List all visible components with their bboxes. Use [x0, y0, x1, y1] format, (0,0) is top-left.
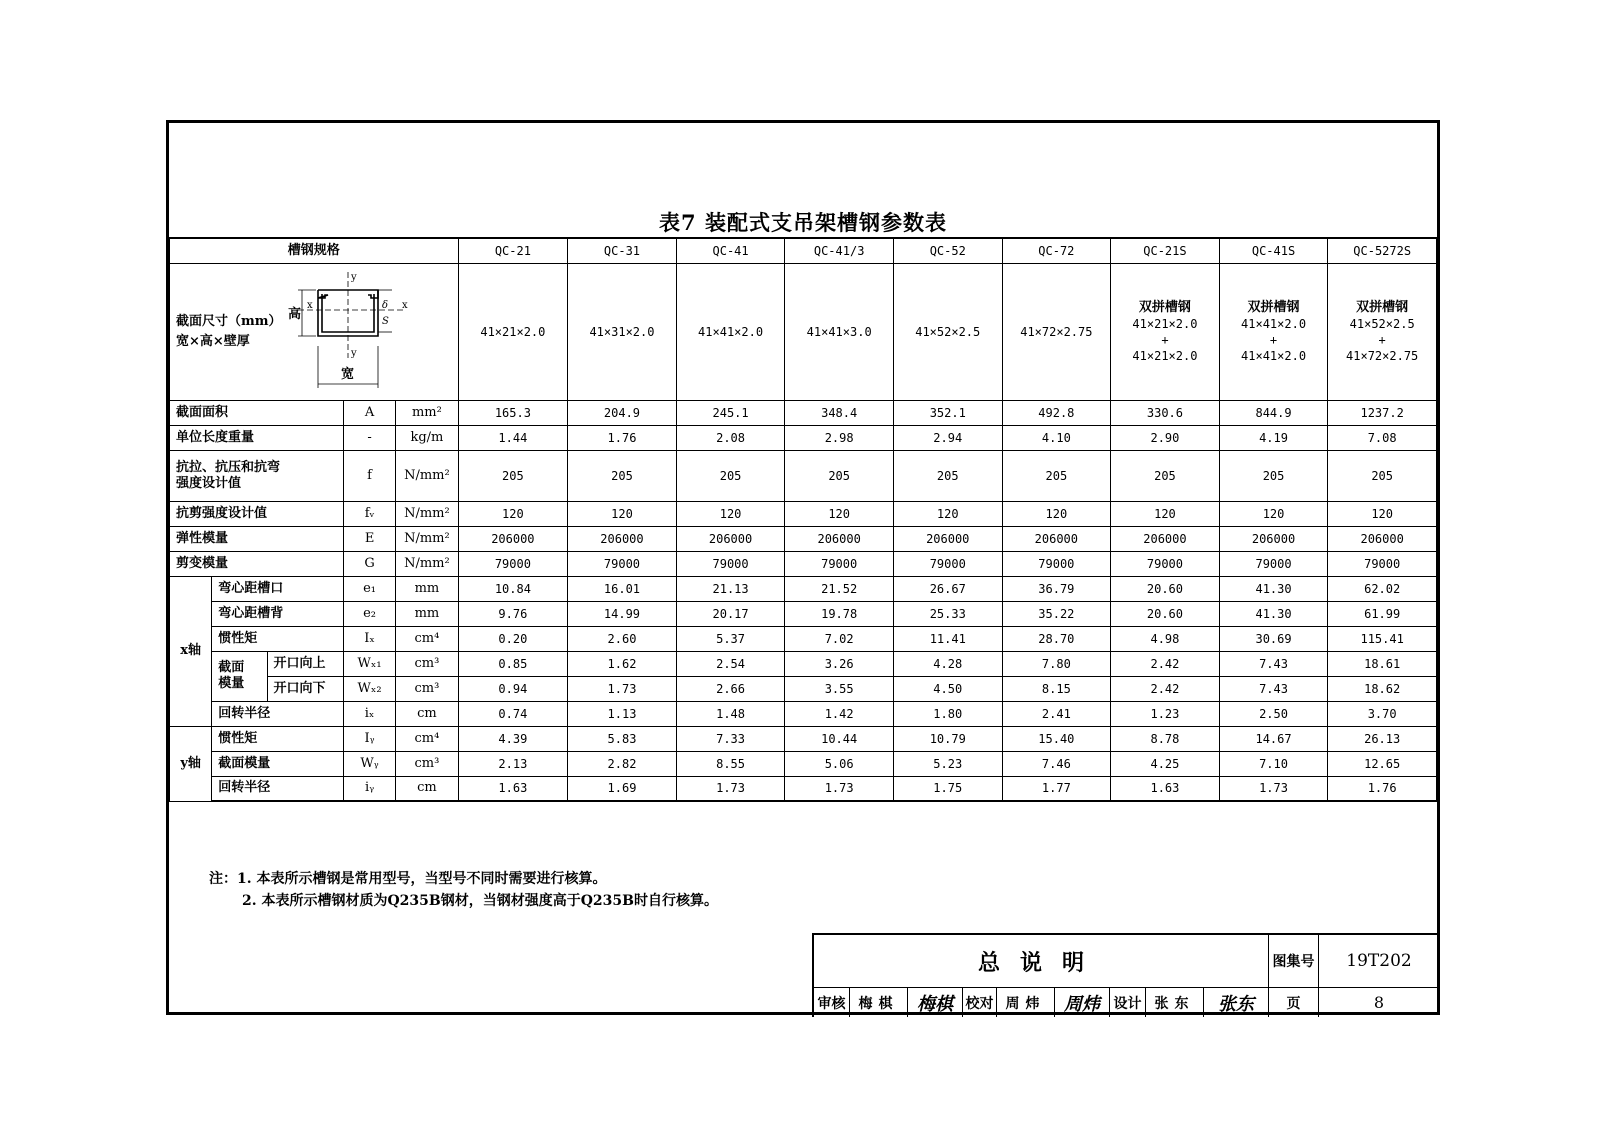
row-symbol: Wₓ₁ [343, 651, 395, 676]
value-cell: 206000 [568, 526, 677, 551]
value-cell: 19.78 [785, 601, 894, 626]
row-label: 截面面积 [170, 400, 344, 425]
y-axis-group-label: y轴 [170, 726, 212, 801]
value-cell: 165.3 [458, 400, 568, 425]
review-label: 审核 [814, 988, 850, 1017]
model-header: QC-21 [458, 238, 568, 263]
value-cell: 3.26 [785, 651, 894, 676]
value-cell: 2.41 [1002, 701, 1111, 726]
row-label-line2: 强度设计值 [176, 475, 242, 491]
value-cell: 14.67 [1219, 726, 1328, 751]
row-label: 开口向上 [267, 651, 343, 676]
value-cell: 2.90 [1111, 425, 1220, 450]
header-row [170, 238, 1437, 263]
value-cell: 330.6 [1111, 400, 1220, 425]
model-header: QC-5272S [1328, 238, 1437, 263]
row-x-e2 [170, 601, 1437, 626]
row-unit: cm³ [396, 651, 458, 676]
value-cell: 5.23 [893, 751, 1002, 776]
value-cell: 30.69 [1219, 626, 1328, 651]
value-cell: 245.1 [676, 400, 785, 425]
row-unit: N/mm² [396, 450, 458, 501]
row-unit: cm [396, 776, 458, 801]
model-header: QC-41 [676, 238, 785, 263]
value-cell: 28.70 [1002, 626, 1111, 651]
row-symbol: G [343, 551, 395, 576]
value-cell: 205 [1219, 450, 1328, 501]
value-cell: 7.02 [785, 626, 894, 651]
row-y-Wy [170, 751, 1437, 776]
model-header: QC-41/3 [785, 238, 894, 263]
value-cell: 0.74 [458, 701, 568, 726]
value-cell: 206000 [1111, 526, 1220, 551]
table-title: 表7 装配式支吊架槽钢参数表 [659, 210, 947, 235]
check-label: 校对 [963, 988, 997, 1017]
value-cell: 120 [568, 501, 677, 526]
row-symbol: e₁ [343, 576, 395, 601]
value-cell: 1.73 [568, 676, 677, 701]
x-axis-right-label: x [402, 299, 408, 311]
value-cell: 206000 [893, 526, 1002, 551]
row-unit: mm² [396, 400, 458, 425]
row-unit: kg/m [396, 425, 458, 450]
y-axis-bottom-label: y [351, 347, 357, 359]
row-symbol: e₂ [343, 601, 395, 626]
value-cell: 492.8 [1002, 400, 1111, 425]
value-cell: 4.98 [1111, 626, 1220, 651]
value-cell: 1.42 [785, 701, 894, 726]
model-header: QC-21S [1111, 238, 1220, 263]
value-cell: 2.54 [676, 651, 785, 676]
value-cell: 1.76 [568, 425, 677, 450]
x-axis-left-label: x [307, 299, 313, 311]
row-unit: N/mm² [396, 501, 458, 526]
reviewer-signature: 梅棋 [908, 988, 963, 1017]
checker-signature: 周炜 [1055, 988, 1110, 1017]
value-cell: 79000 [785, 551, 894, 576]
combo-title: 双拼槽钢 [1247, 299, 1300, 315]
section-size-cell: 41×72×2.75 [1002, 263, 1111, 400]
row-unit: mm [396, 601, 458, 626]
value-cell: 0.20 [458, 626, 568, 651]
value-cell: 206000 [458, 526, 568, 551]
value-cell: 1.63 [458, 776, 568, 801]
value-cell: 21.13 [676, 576, 785, 601]
row-label-line1: 抗拉、抗压和抗弯 [176, 459, 281, 475]
row-unit: cm⁴ [396, 726, 458, 751]
row-x-Ix [170, 626, 1437, 651]
value-cell: 206000 [785, 526, 894, 551]
row-unit: mm [396, 576, 458, 601]
value-cell: 205 [785, 450, 894, 501]
combo-size: 41×41×2.0 [1241, 348, 1307, 363]
value-cell: 35.22 [1002, 601, 1111, 626]
value-cell: 120 [1111, 501, 1220, 526]
section-size-cell: 41×41×2.0 [676, 263, 785, 400]
designer-name: 张东 [1146, 988, 1204, 1017]
row-unit: cm³ [396, 676, 458, 701]
value-cell: 79000 [568, 551, 677, 576]
row-label: 回转半径 [212, 776, 344, 801]
value-cell: 205 [1111, 450, 1220, 501]
value-cell: 18.61 [1328, 651, 1437, 676]
value-cell: 20.60 [1111, 601, 1220, 626]
channel-section-diagram [288, 268, 448, 396]
value-cell: 120 [458, 501, 568, 526]
row-symbol: Wᵧ [343, 751, 395, 776]
value-cell: 1.76 [1328, 776, 1437, 801]
section-row [170, 263, 1437, 400]
combo-size: 41×21×2.0 [1132, 316, 1198, 331]
row-unit: cm [396, 701, 458, 726]
value-cell: 62.02 [1328, 576, 1437, 601]
row-symbol: f [343, 450, 395, 501]
value-cell: 2.60 [568, 626, 677, 651]
value-cell: 7.80 [1002, 651, 1111, 676]
value-cell: 41.30 [1219, 576, 1328, 601]
y-axis-top-label: y [351, 271, 357, 283]
page-number: 8 [1373, 993, 1385, 1012]
combo-plus: + [1378, 332, 1386, 347]
value-cell: 10.84 [458, 576, 568, 601]
value-cell: 79000 [1219, 551, 1328, 576]
model-header: QC-41S [1219, 238, 1328, 263]
s-label: S [382, 315, 389, 327]
section-size-cell: 41×21×2.0 [458, 263, 568, 400]
value-cell: 4.25 [1111, 751, 1220, 776]
combo-plus: + [1161, 332, 1169, 347]
section-label-line1: 截面尺寸（mm） [176, 313, 282, 329]
spec-header: 槽钢规格 [170, 238, 459, 263]
value-cell: 79000 [893, 551, 1002, 576]
row-unit: N/mm² [396, 551, 458, 576]
row-unit: N/mm² [396, 526, 458, 551]
combo-title: 双拼槽钢 [1356, 299, 1409, 315]
value-cell: 4.39 [458, 726, 568, 751]
value-cell: 348.4 [785, 400, 894, 425]
value-cell: 1.75 [893, 776, 1002, 801]
combo-size: 41×41×2.0 [1241, 316, 1307, 331]
value-cell: 120 [785, 501, 894, 526]
value-cell: 1.77 [1002, 776, 1111, 801]
row-label: 惯性矩 [212, 626, 344, 651]
value-cell: 7.10 [1219, 751, 1328, 776]
row-symbol: Iᵧ [343, 726, 395, 751]
value-cell: 20.17 [676, 601, 785, 626]
value-cell: 844.9 [1219, 400, 1328, 425]
value-cell: 2.98 [785, 425, 894, 450]
design-label: 设计 [1110, 988, 1146, 1017]
value-cell: 5.06 [785, 751, 894, 776]
value-cell: 7.46 [1002, 751, 1111, 776]
row-label: 剪变模量 [170, 551, 344, 576]
value-cell: 21.52 [785, 576, 894, 601]
row-area [170, 400, 1437, 425]
row-x-Wx1 [170, 651, 1437, 676]
thickness-label: δ [382, 299, 389, 311]
value-cell: 2.08 [676, 425, 785, 450]
value-cell: 205 [676, 450, 785, 501]
value-cell: 25.33 [893, 601, 1002, 626]
value-cell: 2.66 [676, 676, 785, 701]
drawing-title-cell [814, 935, 1269, 987]
value-cell: 1.48 [676, 701, 785, 726]
row-x-e1 [170, 576, 1437, 601]
value-cell: 41.30 [1219, 601, 1328, 626]
row-y-iy [170, 776, 1437, 801]
value-cell: 16.01 [568, 576, 677, 601]
value-cell: 120 [893, 501, 1002, 526]
atlas-number: 19T202 [1346, 951, 1412, 971]
model-header: QC-72 [1002, 238, 1111, 263]
value-cell: 9.76 [458, 601, 568, 626]
value-cell: 5.37 [676, 626, 785, 651]
row-fv [170, 501, 1437, 526]
value-cell: 2.50 [1219, 701, 1328, 726]
row-unit: cm³ [396, 751, 458, 776]
row-symbol: - [343, 425, 395, 450]
value-cell: 4.19 [1219, 425, 1328, 450]
row-unit: cm⁴ [396, 626, 458, 651]
checker-name: 周炜 [997, 988, 1055, 1017]
combo-size: 41×72×2.75 [1346, 348, 1419, 363]
row-label: 单位长度重量 [170, 425, 344, 450]
modulus-line1: 截面 [218, 660, 245, 675]
atlas-label: 图集号 [1269, 935, 1319, 987]
combo-size-cell [1111, 263, 1220, 400]
value-cell: 0.85 [458, 651, 568, 676]
value-cell: 11.41 [893, 626, 1002, 651]
row-symbol: iₓ [343, 701, 395, 726]
value-cell: 8.78 [1111, 726, 1220, 751]
height-label: 高 [288, 306, 302, 322]
row-label: 开口向下 [267, 676, 343, 701]
row-symbol: A [343, 400, 395, 425]
row-label: 回转半径 [212, 701, 344, 726]
section-size-cell: 41×41×3.0 [785, 263, 894, 400]
value-cell: 206000 [1002, 526, 1111, 551]
row-label: 弯心距槽背 [212, 601, 344, 626]
value-cell: 0.94 [458, 676, 568, 701]
page-label: 页 [1269, 988, 1319, 1017]
combo-size-cell [1328, 263, 1437, 400]
row-label [170, 450, 344, 501]
value-cell: 10.44 [785, 726, 894, 751]
row-symbol: E [343, 526, 395, 551]
value-cell: 79000 [1111, 551, 1220, 576]
value-cell: 14.99 [568, 601, 677, 626]
value-cell: 3.70 [1328, 701, 1437, 726]
value-cell: 2.42 [1111, 651, 1220, 676]
value-cell: 1.44 [458, 425, 568, 450]
value-cell: 206000 [676, 526, 785, 551]
row-G [170, 551, 1437, 576]
value-cell: 1.62 [568, 651, 677, 676]
combo-size: 41×52×2.5 [1349, 316, 1415, 331]
section-modulus-label [212, 651, 267, 701]
value-cell: 1.13 [568, 701, 677, 726]
value-cell: 61.99 [1328, 601, 1437, 626]
value-cell: 4.10 [1002, 425, 1111, 450]
value-cell: 79000 [458, 551, 568, 576]
value-cell: 1.63 [1111, 776, 1220, 801]
row-label: 截面模量 [212, 751, 344, 776]
value-cell: 205 [458, 450, 568, 501]
model-header: QC-52 [893, 238, 1002, 263]
value-cell: 26.67 [893, 576, 1002, 601]
title-block [812, 933, 1439, 1017]
value-cell: 205 [893, 450, 1002, 501]
value-cell: 1.23 [1111, 701, 1220, 726]
value-cell: 10.79 [893, 726, 1002, 751]
value-cell: 7.43 [1219, 651, 1328, 676]
value-cell: 204.9 [568, 400, 677, 425]
modulus-line2: 模量 [218, 676, 245, 691]
value-cell: 205 [1002, 450, 1111, 501]
note-2: 2. 本表所示槽钢材质为Q235B钢材，当钢材强度高于Q235B时自行核算。 [242, 893, 718, 909]
value-cell: 1.80 [893, 701, 1002, 726]
value-cell: 120 [676, 501, 785, 526]
value-cell: 1237.2 [1328, 400, 1437, 425]
value-cell: 20.60 [1111, 576, 1220, 601]
value-cell: 1.73 [1219, 776, 1328, 801]
combo-title: 双拼槽钢 [1138, 299, 1191, 315]
value-cell: 7.43 [1219, 676, 1328, 701]
row-symbol: Wₓ₂ [343, 676, 395, 701]
value-cell: 120 [1328, 501, 1437, 526]
value-cell: 1.73 [785, 776, 894, 801]
section-label-cell [170, 263, 459, 400]
value-cell: 3.55 [785, 676, 894, 701]
value-cell: 205 [568, 450, 677, 501]
value-cell: 79000 [1002, 551, 1111, 576]
value-cell: 206000 [1219, 526, 1328, 551]
value-cell: 36.79 [1002, 576, 1111, 601]
designer-signature: 张东 [1204, 988, 1269, 1017]
value-cell: 2.42 [1111, 676, 1220, 701]
value-cell: 18.62 [1328, 676, 1437, 701]
row-y-Iy [170, 726, 1437, 751]
combo-plus: + [1269, 332, 1278, 347]
model-header: QC-31 [568, 238, 677, 263]
value-cell: 15.40 [1002, 726, 1111, 751]
x-axis-group-label: x轴 [170, 576, 212, 726]
combo-size: 41×21×2.0 [1132, 348, 1198, 363]
value-cell: 120 [1002, 501, 1111, 526]
value-cell: 2.94 [893, 425, 1002, 450]
note-1: 注：1. 本表所示槽钢是常用型号，当型号不同时需要进行核算。 [209, 871, 607, 887]
row-E [170, 526, 1437, 551]
drawing-frame [166, 120, 1440, 1015]
value-cell: 120 [1219, 501, 1328, 526]
row-f [170, 450, 1437, 501]
value-cell: 4.28 [893, 651, 1002, 676]
row-label: 弹性模量 [170, 526, 344, 551]
value-cell: 352.1 [893, 400, 1002, 425]
value-cell: 2.13 [458, 751, 568, 776]
value-cell: 7.33 [676, 726, 785, 751]
row-label: 惯性矩 [212, 726, 344, 751]
value-cell: 4.50 [893, 676, 1002, 701]
value-cell: 1.73 [676, 776, 785, 801]
value-cell: 7.08 [1328, 425, 1437, 450]
value-cell: 1.69 [568, 776, 677, 801]
value-cell: 26.13 [1328, 726, 1437, 751]
value-cell: 5.83 [568, 726, 677, 751]
reviewer-name: 梅棋 [850, 988, 908, 1017]
row-x-ix [170, 701, 1437, 726]
row-label: 弯心距槽口 [212, 576, 344, 601]
width-label: 宽 [341, 366, 355, 382]
value-cell: 8.55 [676, 751, 785, 776]
value-cell: 2.82 [568, 751, 677, 776]
drawing-title: 总说明 [977, 949, 1104, 976]
value-cell: 206000 [1328, 526, 1437, 551]
row-symbol: iᵧ [343, 776, 395, 801]
value-cell: 8.15 [1002, 676, 1111, 701]
row-weight [170, 425, 1437, 450]
value-cell: 79000 [1328, 551, 1437, 576]
row-label: 抗剪强度设计值 [170, 501, 344, 526]
value-cell: 205 [1328, 450, 1437, 501]
row-symbol: Iₓ [343, 626, 395, 651]
value-cell: 12.65 [1328, 751, 1437, 776]
row-symbol: fᵥ [343, 501, 395, 526]
value-cell: 79000 [676, 551, 785, 576]
section-size-cell: 41×52×2.5 [893, 263, 1002, 400]
combo-size-cell [1219, 263, 1328, 400]
parameter-table [169, 237, 1437, 802]
section-label-line2: 宽×高×壁厚 [176, 333, 250, 349]
section-size-cell: 41×31×2.0 [568, 263, 677, 400]
notes [209, 868, 718, 912]
row-x-Wx2 [170, 676, 1437, 701]
value-cell: 115.41 [1328, 626, 1437, 651]
